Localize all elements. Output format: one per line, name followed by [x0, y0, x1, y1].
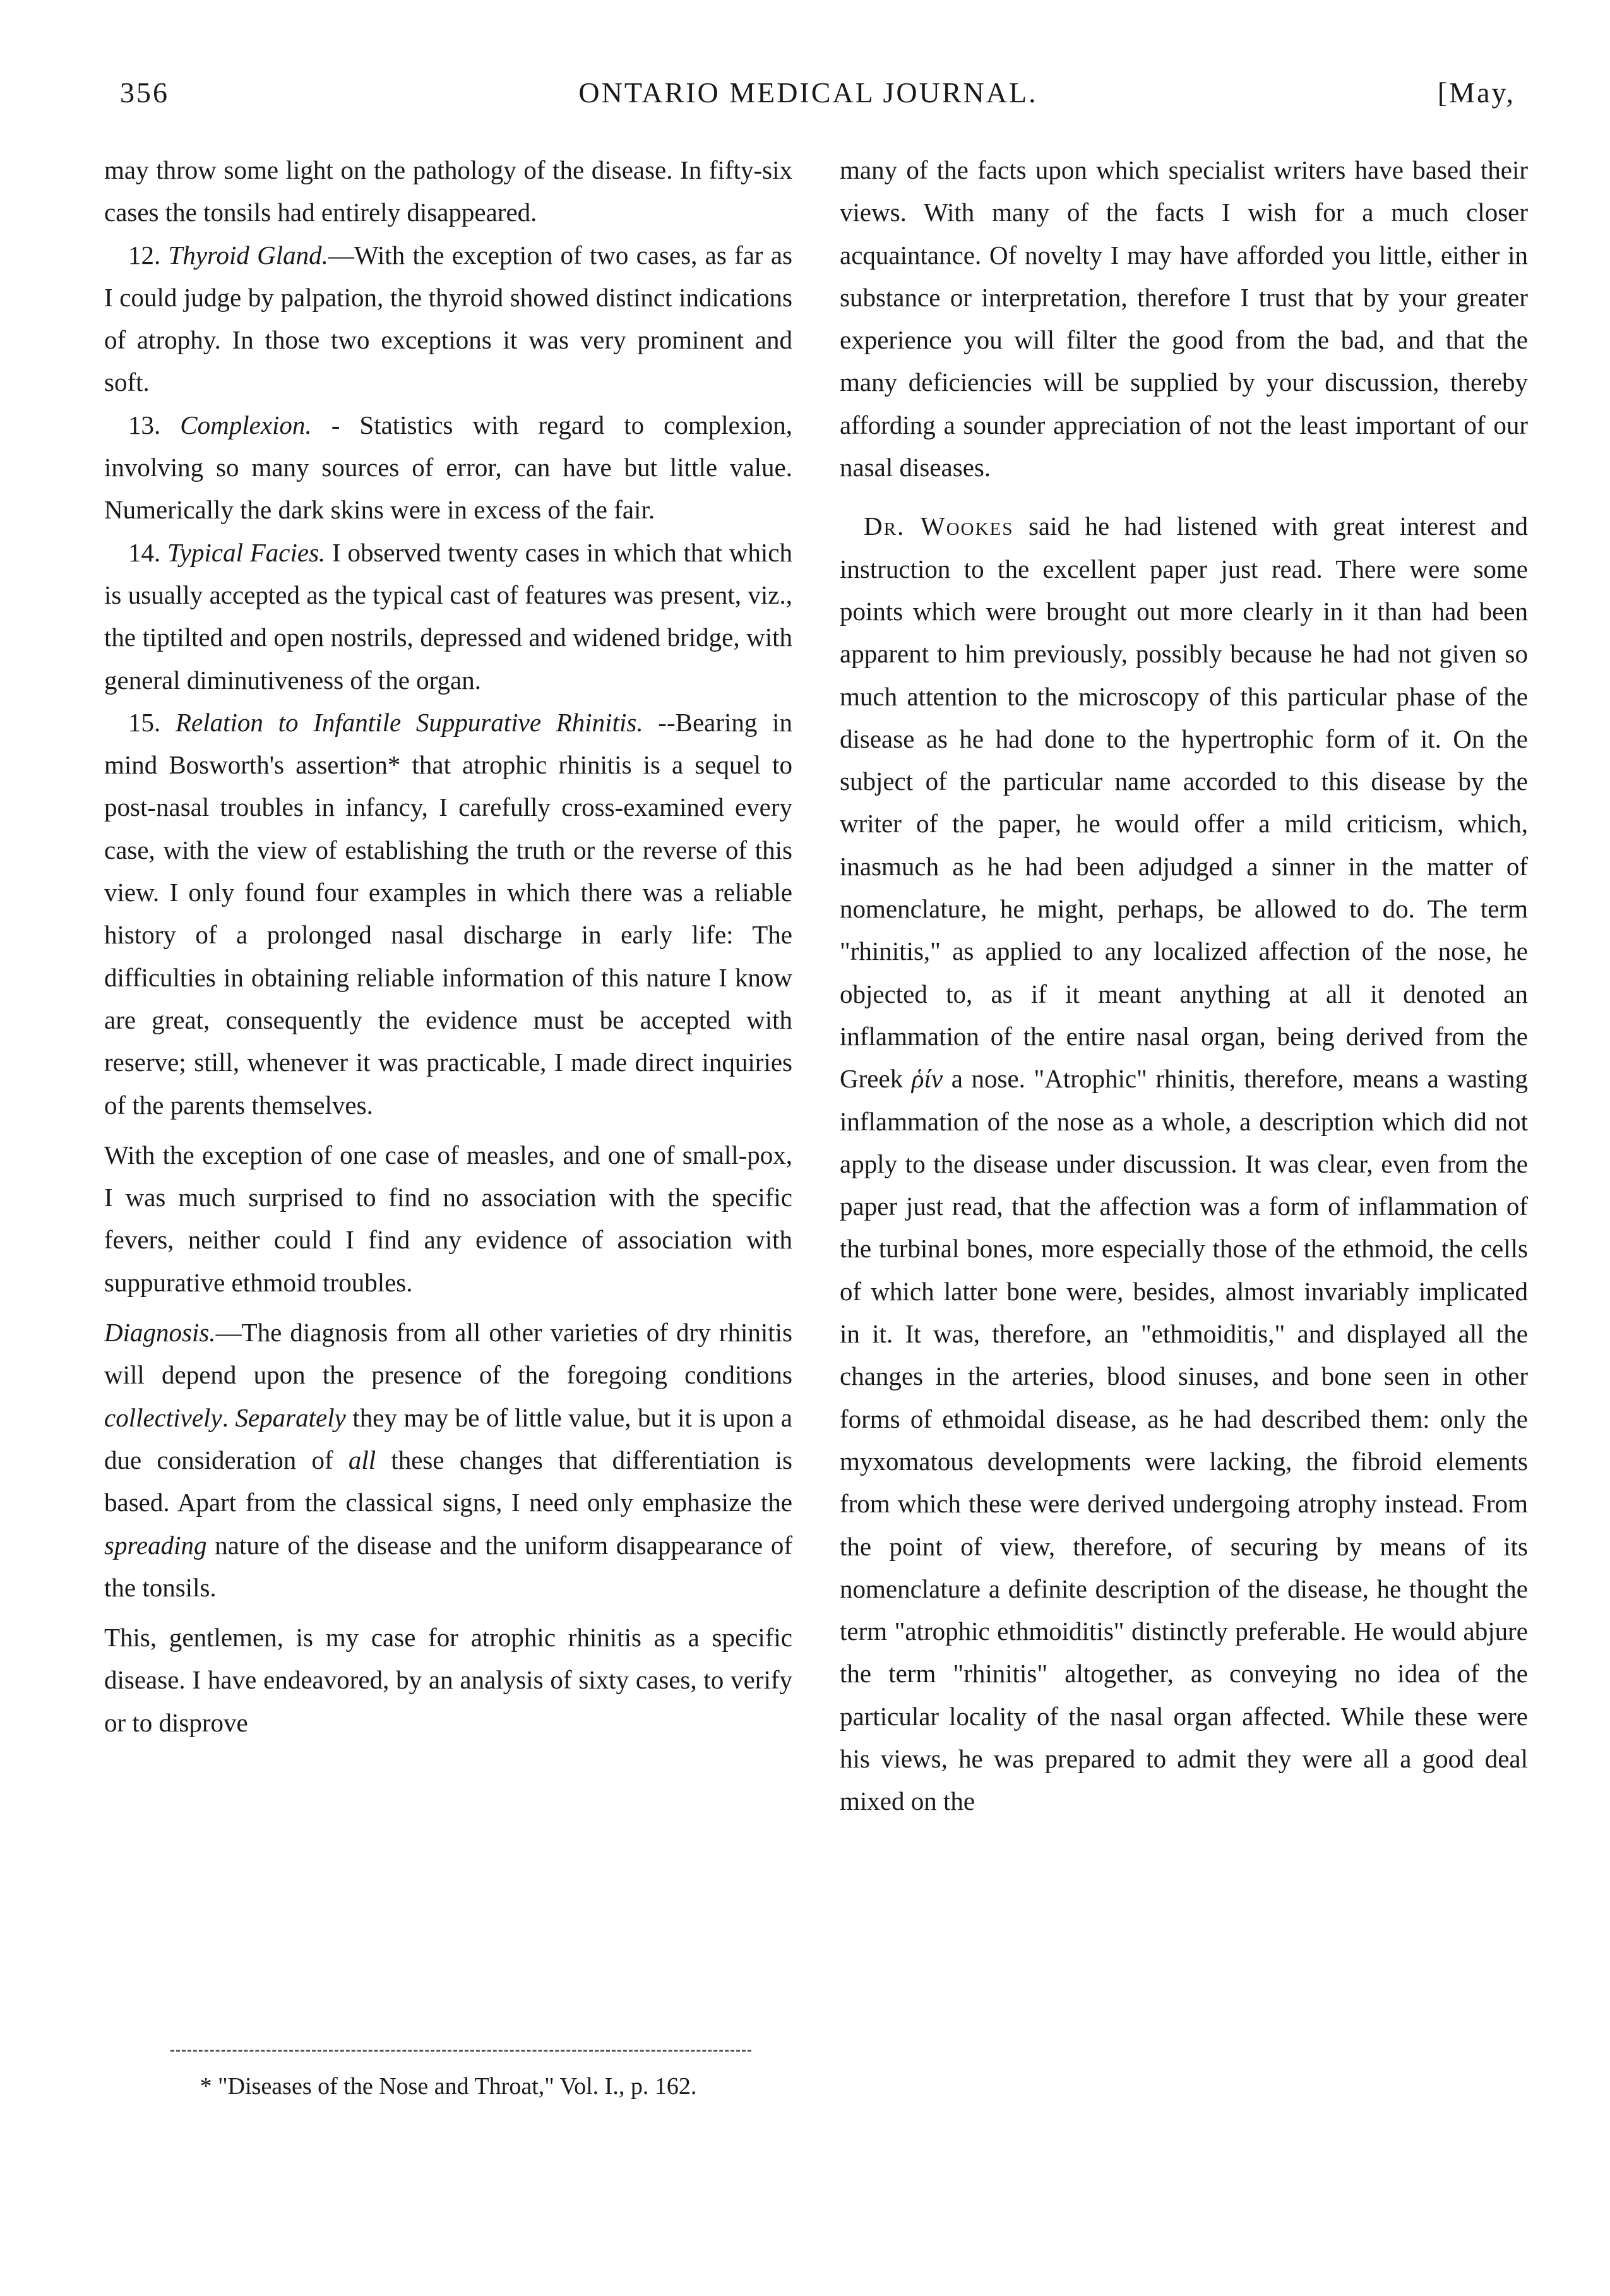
paragraph-diagnosis — [104, 1312, 792, 1609]
text-run: . — [222, 1402, 236, 1432]
paragraph-continued: may throw some light on the pathology of the disease. In fifty-six cases the tonsils had entirely disappeared. — [104, 155, 792, 227]
section-text: --Bearing in mind Bosworth's assertion* that atrophic rhinitis is a sequel to post-nasal troubles in infancy, I carefully cross-examined every case, with the view of establishing the truth or the reverse of this view. I only found four examples in which there was a reliable history of a prolonged nasal discharge in early life: The difficulties in obtaining reliable information of this nature I know are great, consequently the evidence must be accepted with reserve; still, whenever it was practicable, I made direct inquiries of the parents themselves. — [104, 707, 793, 1120]
emphasis: Separately — [235, 1402, 346, 1432]
section-text: —With the exception of two cases, as far as I could judge by palpation, the thyroid showed distinct indications of atrophy. In those two exceptions it was very prominent and soft. — [104, 240, 792, 397]
section-number: 14. — [128, 537, 161, 567]
section-text: I observed twenty cases in which that which is usually accepted as the typical cast of features was present, viz., the tiptilted and open nostrils, depressed and widened bridge, with general diminutiveness of the organ. — [104, 537, 792, 695]
section-thyroid — [104, 234, 792, 404]
section-number: 12. — [128, 240, 161, 270]
text-run: said he had listened with great interest and instruction to the excellent paper just read. There were some points which were brought out more clearly in it than had been apparent to him previously, possibly because he had not given so much attention to the microscopy of this particular phase of the disease as he had done to the hypertrophic form of it. On the subject of the particular name accorded to this disease by the writer of the paper, he would offer a mild criticism, which, inasmuch as he had been adjudged a sinner in the matter of nomenclature, he might, perhaps, be allowed to do. The term "rhinitis," as applied to any localized affection of the nose, he objected to, as if it meant anything at all it denoted an inflammation of the entire nasal organ, being derived from the Greek — [840, 511, 1528, 1094]
section-number: 15. — [128, 707, 161, 737]
issue-month: [May, — [1437, 76, 1515, 109]
section-complexion — [104, 404, 792, 532]
section-heading: Complexion. — [180, 410, 312, 439]
greek-word: ῥίν — [911, 1064, 943, 1094]
right-column — [840, 149, 1528, 1823]
text-run: nature of the disease and the uniform disappearance of the tonsils. — [104, 1530, 792, 1602]
paragraph-continued: many of the facts upon which specialist writers have based their views. With many of the facts I wish for a much closer acquaintance. Of novelty I may have afforded you little, either in substance or interpretation, therefore I trust that by your greater experience you will filter the good from the bad, and that the many deficiencies will be supplied by your discussion, thereby affording a sounder appreciation of not the least important of our nasal diseases. — [840, 155, 1528, 482]
left-column — [104, 149, 792, 1744]
section-number: 13. — [128, 410, 161, 439]
footnote: * "Diseases of the Nose and Throat," Vol. I., p. 162. — [200, 2073, 697, 2100]
page-number: 356 — [120, 76, 169, 109]
journal-title: ONTARIO MEDICAL JOURNAL. — [578, 76, 1038, 109]
section-typical-facies — [104, 532, 792, 702]
section-text: - Statistics with regard to complexion, involving so many sources of error, can have but little value. Numerically the dark skins were in excess of the fair. — [104, 410, 792, 525]
emphasis: all — [348, 1445, 376, 1474]
emphasis: spreading — [104, 1530, 207, 1560]
text-run: these changes that differentiation is based. Apart from the classical signs, I need only emphasize the — [104, 1445, 792, 1517]
paragraph-case: This, gentlemen, is my case for atrophic rhinitis as a specific disease. I have endeavored, by an analysis of sixty cases, to verify or to disprove — [104, 1623, 792, 1737]
text-run: —The diagnosis from all other varieties of dry rhinitis will depend upon the presence of the foregoing conditions — [104, 1318, 792, 1390]
running-head — [101, 76, 1515, 126]
speaker-name: Dr. Wookes — [864, 511, 1014, 541]
paragraph-fevers: With the exception of one case of measles, and one of small-pox, I was much surprised to find no association with the specific fevers, neither could I find any evidence of association with suppurative ethmoid troubles. — [104, 1140, 792, 1297]
text-run: they may be of little value, but it is upon a due consideration of — [104, 1402, 793, 1474]
section-heading: Thyroid Gland. — [168, 240, 328, 270]
section-heading: Relation to Infantile Suppurative Rhinitis. — [175, 707, 643, 737]
text-run: a nose. "Atrophic" rhinitis, therefore, means a wasting inflammation of the nose as a whole, a description which did not apply to the disease under discussion. It was clear, even from the paper just read, that the affection was a form of inflammation of the turbinal bones, more especially those of the ethmoid, the cells of which latter bone were, besides, almost invariably implicated in it. It was, therefore, an "ethmoiditis," and displayed all the changes in the arteries, blood sinuses, and bone seen in other forms of ethmoidal disease, as he had described them: only the myxomatous developments were lacking, the fibroid elements from which these were derived undergoing atrophy instead. From the point of view, therefore, of securing by means of its nomenclature a definite description of the disease, he thought the term "atrophic ethmoiditis" distinctly preferable. He would abjure the term "rhinitis" altogether, as conveying no idea of the particular locality of the nasal organ affected. While these were his views, he was prepared to admit they were all a good deal mixed on the — [840, 1064, 1528, 1816]
section-suppurative-rhinitis — [104, 702, 792, 1127]
diagnosis-heading: Diagnosis. — [104, 1318, 216, 1348]
section-heading: Typical Facies. — [167, 537, 326, 567]
paragraph-discussion — [840, 505, 1528, 1822]
emphasis: collectively — [104, 1402, 222, 1432]
footnote-rule — [170, 2050, 751, 2052]
